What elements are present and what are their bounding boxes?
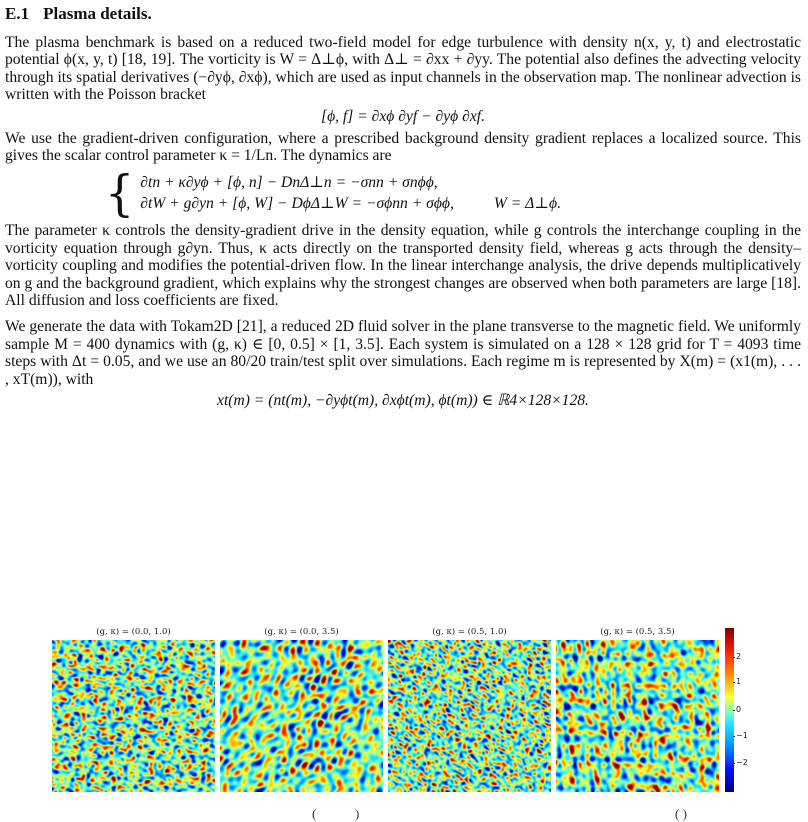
colorbar-tick-neg2: −2: [736, 758, 748, 767]
equation-system: [105, 165, 801, 222]
equation-poisson-bracket: [ϕ, f] = ∂xϕ ∂yf − ∂yϕ ∂xf.: [321, 107, 485, 125]
equation-density: ∂tn + κ∂yϕ + [ϕ, n] − DnΔ⊥n = −σnn + σnϕϕ,: [140, 174, 438, 192]
panel-4: [556, 628, 719, 792]
caption-fragment-left: (: [312, 806, 317, 821]
panel-1-title: (g, κ) = (0.0, 1.0): [96, 628, 171, 637]
section-heading: [5, 4, 801, 24]
paragraph-configuration: We use the gradient-driven configuration, where a prescribed background density gradient replaces a localized source. This gives the scalar control parameter κ = 1/Ln. The dynamics are: [5, 129, 801, 165]
paper-page: [5, 4, 801, 414]
paragraph-model: The plasma benchmark is based on a reduced two-field model for edge turbulence with density n(x, y, t) and electrostatic potential ϕ(x, y, t) [18, 19]. The vorticity is W = Δ⊥ϕ, with Δ⊥ = ∂xx + ∂yy. The potential also defines the advecting velocity through its spatial derivatives (−∂yϕ, ∂xϕ), which are used as input channels in the observation map. The nonlinear advection is written with the Poisson bracket: [5, 34, 801, 104]
panel-1: [52, 628, 215, 792]
paragraph-data-generation: We generate the data with Tokam2D [21], a reduced 2D fluid solver in the plane transverse to the magnetic field. We uniformly sample M = 400 dynamics with (g, κ) ∈ [0, 0.5] × [1, 3.5]. Each system is simulated on a 128 × 128 grid for T = 4093 time steps with Δt = 0.05, and we use an 80/20 train/test split over simulations. Each regime m is represented by X(m) = (x1(m), . . . , xT(m)), with: [5, 318, 801, 388]
section-title: Plasma details.: [43, 4, 152, 23]
brace-glyph: {: [105, 165, 135, 222]
caption-fragment-mid: ): [355, 806, 360, 821]
panel-3-field: [388, 640, 551, 792]
colorbar-tick-1: 1: [736, 677, 742, 686]
caption-fragment-right: ( ): [675, 806, 687, 821]
colorbar-tick-2: 2: [736, 652, 742, 661]
colorbar-tick-0: 0: [736, 705, 742, 714]
turbulence-figure: [52, 617, 752, 807]
colorbar-tick-neg1: −1: [736, 731, 748, 740]
panel-3: [388, 628, 551, 792]
panel-4-title: (g, κ) = (0.5, 3.5): [600, 628, 675, 637]
paragraph-parameters: The parameter κ controls the density-gradient drive in the density equation, while g controls the interchange coupling in the vorticity equation through g∂yn. Thus, κ acts directly on the transported density field, whereas g acts through the density–vorticity coupling and modifies the potential-driven flow. In the linear interchange analysis, the drive depends multiplicatively on g and the background gradient, which explains why the strongest changes are observed when both parameters are large [18]. All diffusion and loss coefficients are fixed.: [5, 222, 801, 310]
panel-2-field: [220, 640, 383, 792]
panel-2-title: (g, κ) = (0.0, 3.5): [264, 628, 339, 637]
panel-3-title: (g, κ) = (0.5, 1.0): [432, 628, 507, 637]
equation-vorticity-definition: W = Δ⊥ϕ.: [493, 195, 561, 213]
equation-vorticity: ∂tW + g∂yn + [ϕ, W] − DϕΔ⊥W = −σϕnn + σϕϕ,: [140, 195, 454, 213]
section-number: E.1: [5, 4, 30, 23]
equation-observation: xt(m) = (nt(m), −∂yϕt(m), ∂xϕt(m), ϕt(m)) ∈ ℝ4×128×128.: [217, 392, 589, 410]
panel-4-field: [556, 640, 719, 792]
panel-1-field: [52, 640, 215, 792]
panel-2: [220, 628, 383, 792]
